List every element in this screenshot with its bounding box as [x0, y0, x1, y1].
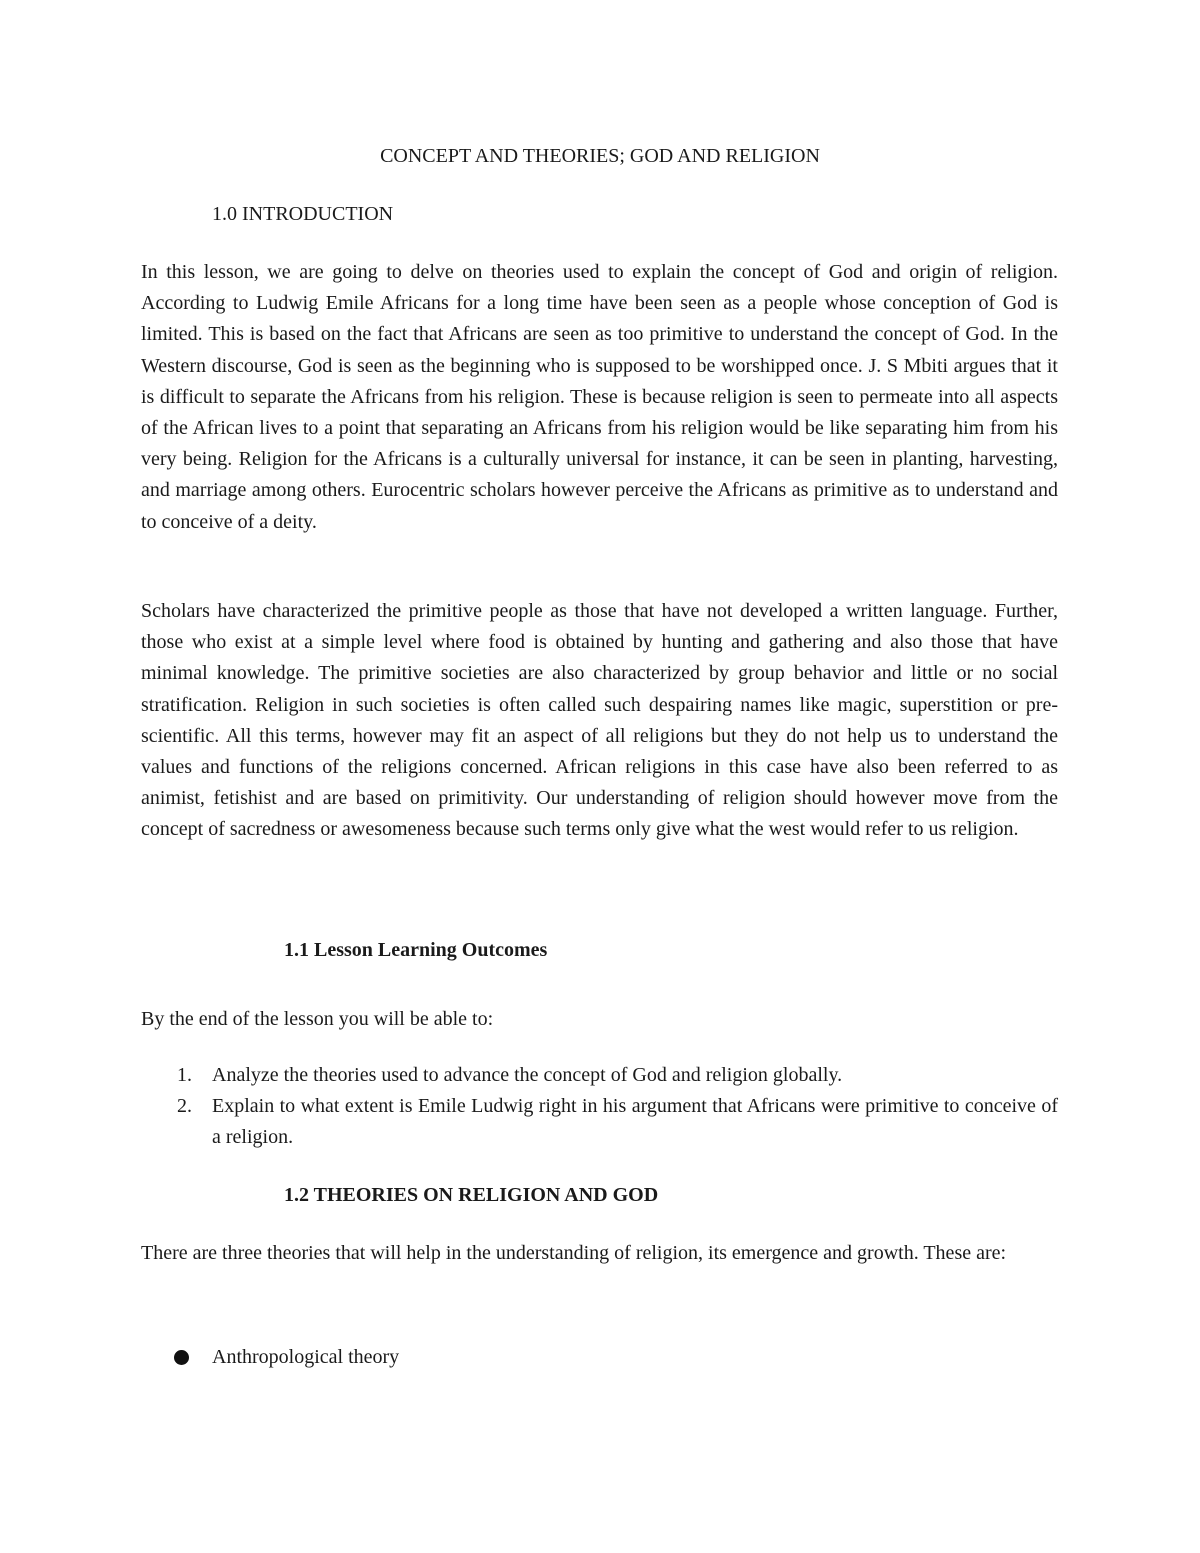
introduction-paragraph-2: Scholars have characterized the primitive people as those that have not developed a written language. Further, those who exist at a simple level where food is obtained by hunting and gathering and also those that have minimal knowledge. The primitive societies are also characterized by group behavior and little or no social stratification. Religion in such societies is often called such despairing names like magic, superstition or pre-scientific. All this terms, however may fit an aspect of all religions but they do not help us to understand the values and functions of the religions concerned. African religions in this case have also been referred to as animist, fetishist and are based on primitivity. Our understanding of religion should however move from the concept of sacredness or awesomeness because such terms only give what the west would refer to us religion.	[141, 600, 1058, 841]
section-heading-introduction: 1.0 INTRODUCTION	[212, 203, 394, 225]
section-heading-outcomes: 1.1 Lesson Learning Outcomes	[284, 939, 548, 961]
list-item-text: Analyze the theories used to advance the concept of God and religion globally.	[212, 1064, 843, 1086]
list-item-number: 1.	[177, 1064, 192, 1086]
bullet-dot-icon	[174, 1350, 189, 1365]
introduction-paragraph-1: In this lesson, we are going to delve on theories used to explain the concept of God and origin of religion. According to Ludwig Emile Africans for a long time have been seen as a people whose conception of God is limited. This is based on the fact that Africans are seen as too primitive to understand the concept of God. In the Western discourse, God is seen as the beginning who is supposed to be worshipped once. J. S Mbiti argues that it is difficult to separate the Africans from his religion. These is because religion is seen to permeate into all aspects of the African lives to a point that separating an Africans from his religion would be like separating him from his very being. Religion for the Africans is a culturally universal for instance, it can be seen in planting, harvesting, and marriage among others. Eurocentric scholars however perceive the Africans as primitive as to understand and to conceive of a deity.	[141, 261, 1058, 533]
outcomes-list	[141, 1060, 1058, 1154]
list-item	[141, 1060, 1058, 1091]
list-item-number: 2.	[177, 1095, 192, 1118]
list-item-text: Explain to what extent is Emile Ludwig right in his argument that Africans were primitive to conceive of a religion.	[212, 1095, 1058, 1149]
outcomes-intro: By the end of the lesson you will be able to:	[141, 1008, 494, 1030]
list-item	[141, 1342, 1058, 1373]
theories-intro: There are three theories that will help in the understanding of religion, its emergence and growth. These are:	[141, 1242, 1007, 1264]
section-heading-theories: 1.2 THEORIES ON RELIGION AND GOD	[284, 1184, 659, 1206]
theories-bullet-list	[141, 1342, 1058, 1373]
document-title: CONCEPT AND THEORIES; GOD AND RELIGION	[380, 145, 820, 167]
list-item-text: Anthropological theory	[212, 1346, 400, 1368]
list-item	[141, 1091, 1058, 1153]
